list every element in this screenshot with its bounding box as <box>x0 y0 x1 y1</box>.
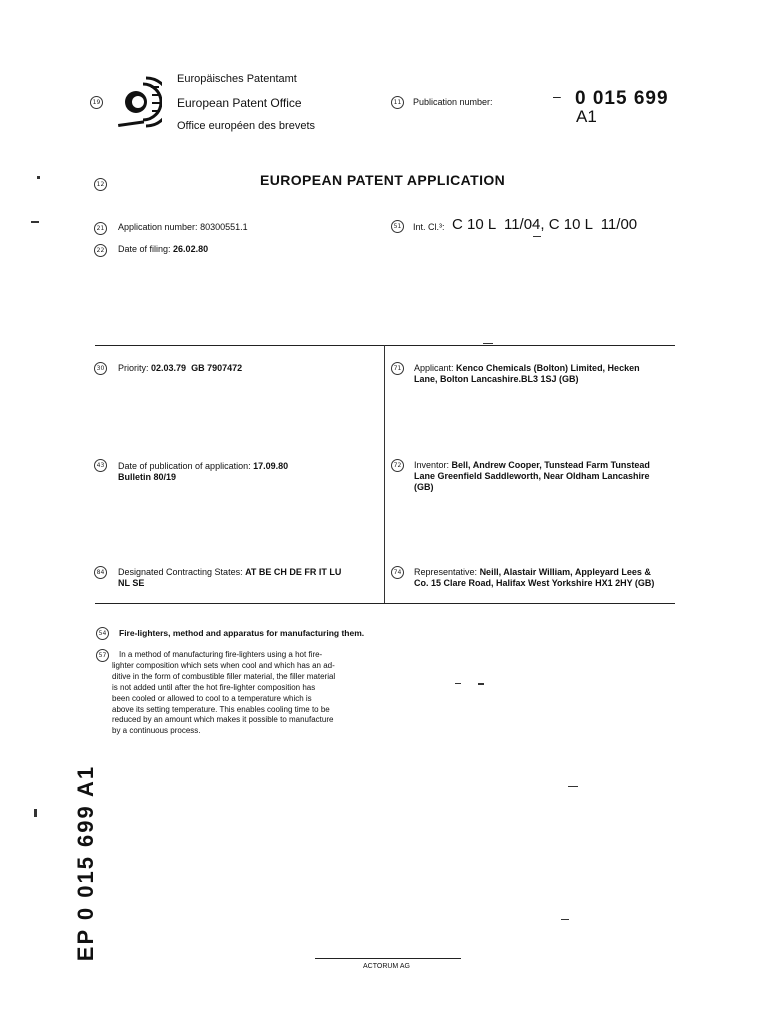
inid-51: 51 <box>391 220 404 233</box>
inid-30: 30 <box>94 362 107 375</box>
inventor-value: Bell, Andrew Cooper, Tunstead Farm Tunstead <box>451 460 650 470</box>
bulletin: Bulletin 80/19 <box>118 472 177 482</box>
publication-date <box>118 461 288 483</box>
inventor-country: (GB) <box>414 482 434 492</box>
inid-71: 71 <box>391 362 404 375</box>
vertical-publication-number: EP 0 015 699 A1 <box>73 764 98 962</box>
abstract-line: above its setting temperature. This enables cooling time to be <box>112 704 330 714</box>
inid-74: 74 <box>391 566 404 579</box>
scan-speck <box>561 919 569 920</box>
inid-21: 21 <box>94 222 107 235</box>
abstract-line: reduced by an amount which makes it possible to manufacture <box>112 715 334 725</box>
date-of-filing-value: 26.02.80 <box>173 244 209 254</box>
priority <box>118 363 242 373</box>
scan-speck <box>478 683 484 685</box>
column-divider <box>384 345 385 603</box>
int-cl-label: Int. Cl.³: <box>413 222 445 232</box>
inid-11: 11 <box>391 96 404 109</box>
inid-19: 19 <box>90 96 103 109</box>
applicant-label: Applicant: <box>414 363 454 373</box>
inventor-label: Inventor: <box>414 460 450 470</box>
inid-43: 43 <box>94 459 107 472</box>
inventor <box>414 460 650 493</box>
abstract-text <box>112 650 379 737</box>
inid-72: 72 <box>391 459 404 472</box>
designated-states <box>118 567 341 589</box>
invention-title: Fire-lighters, method and apparatus for manufacturing them. <box>119 628 365 638</box>
designated-states-value-2: NL SE <box>118 578 145 588</box>
abstract-line: ditive in the form of combustible filler material, the filler material <box>112 671 336 681</box>
top-rule <box>95 345 675 346</box>
office-name-fr: Office européen des brevets <box>177 120 315 132</box>
abstract-line: In a method of manufacturing fire-lighters using a hot fire- <box>119 650 323 659</box>
applicant <box>414 363 640 385</box>
scan-speck <box>483 343 493 344</box>
abstract-line: been cooled or allowed to cool to a temperature which is <box>112 693 312 703</box>
application-number-label: Application number: <box>118 222 198 232</box>
applicant-address: Lane, Bolton Lancashire.BL3 1SJ (GB) <box>414 374 579 384</box>
publication-number: 0 015 699 <box>575 88 669 109</box>
representative-value: Neill, Alastair William, Appleyard Lees & <box>479 567 651 577</box>
application-number-value: 80300551.1 <box>200 222 248 232</box>
designated-states-value: AT BE CH DE FR IT LU <box>245 567 342 577</box>
inid-22: 22 <box>94 244 107 257</box>
abstract-line: lighter composition which sets when cool and which has an ad- <box>112 660 335 670</box>
inid-54: 54 <box>96 627 109 640</box>
office-name-en: European Patent Office <box>177 96 302 110</box>
scan-speck <box>31 221 39 223</box>
scan-speck <box>455 683 461 684</box>
int-cl-value: C 10 L 11/04, C 10 L 11/00 <box>452 216 638 233</box>
designated-states-label: Designated Contracting States: <box>118 567 243 577</box>
priority-label: Priority: <box>118 363 149 373</box>
bottom-rule <box>95 603 675 604</box>
footer-rule <box>315 958 461 959</box>
application-number <box>118 222 248 232</box>
publication-date-label: Date of publication of application: <box>118 461 251 471</box>
inid-12: 12 <box>94 178 107 191</box>
applicant-value: Kenco Chemicals (Bolton) Limited, Hecken <box>456 363 640 373</box>
scan-speck <box>533 236 541 237</box>
abstract-line: is not added until after the hot fire-lighter composition has <box>112 682 316 692</box>
date-of-filing-label: Date of filing: <box>118 244 171 254</box>
representative-label: Representative: <box>414 567 478 577</box>
abstract-line: by a continuous process. <box>112 726 201 736</box>
inid-57: 57 <box>96 649 109 662</box>
inventor-address: Lane Greenfield Saddleworth, Near Oldham Lancashire <box>414 471 650 481</box>
document-type-title: EUROPEAN PATENT APPLICATION <box>260 172 506 188</box>
representative-address: Co. 15 Clare Road, Halifax West Yorkshire HX1 2HY (GB) <box>414 578 655 588</box>
date-of-filing <box>118 244 208 254</box>
publication-dash: – <box>553 88 561 104</box>
representative <box>414 567 654 589</box>
publication-date-value: 17.09.80 <box>253 461 289 471</box>
office-name-de: Europäisches Patentamt <box>177 73 297 85</box>
scan-speck <box>37 176 40 179</box>
inid-84: 84 <box>94 566 107 579</box>
publication-number-label: Publication number: <box>413 97 493 107</box>
epo-logo <box>116 74 162 132</box>
priority-value: 02.03.79 GB 7907472 <box>151 363 243 373</box>
scan-speck <box>34 809 37 817</box>
scan-speck <box>568 786 578 787</box>
kind-code: A1 <box>576 107 597 126</box>
printer-name: ACTORUM AG <box>363 963 410 970</box>
